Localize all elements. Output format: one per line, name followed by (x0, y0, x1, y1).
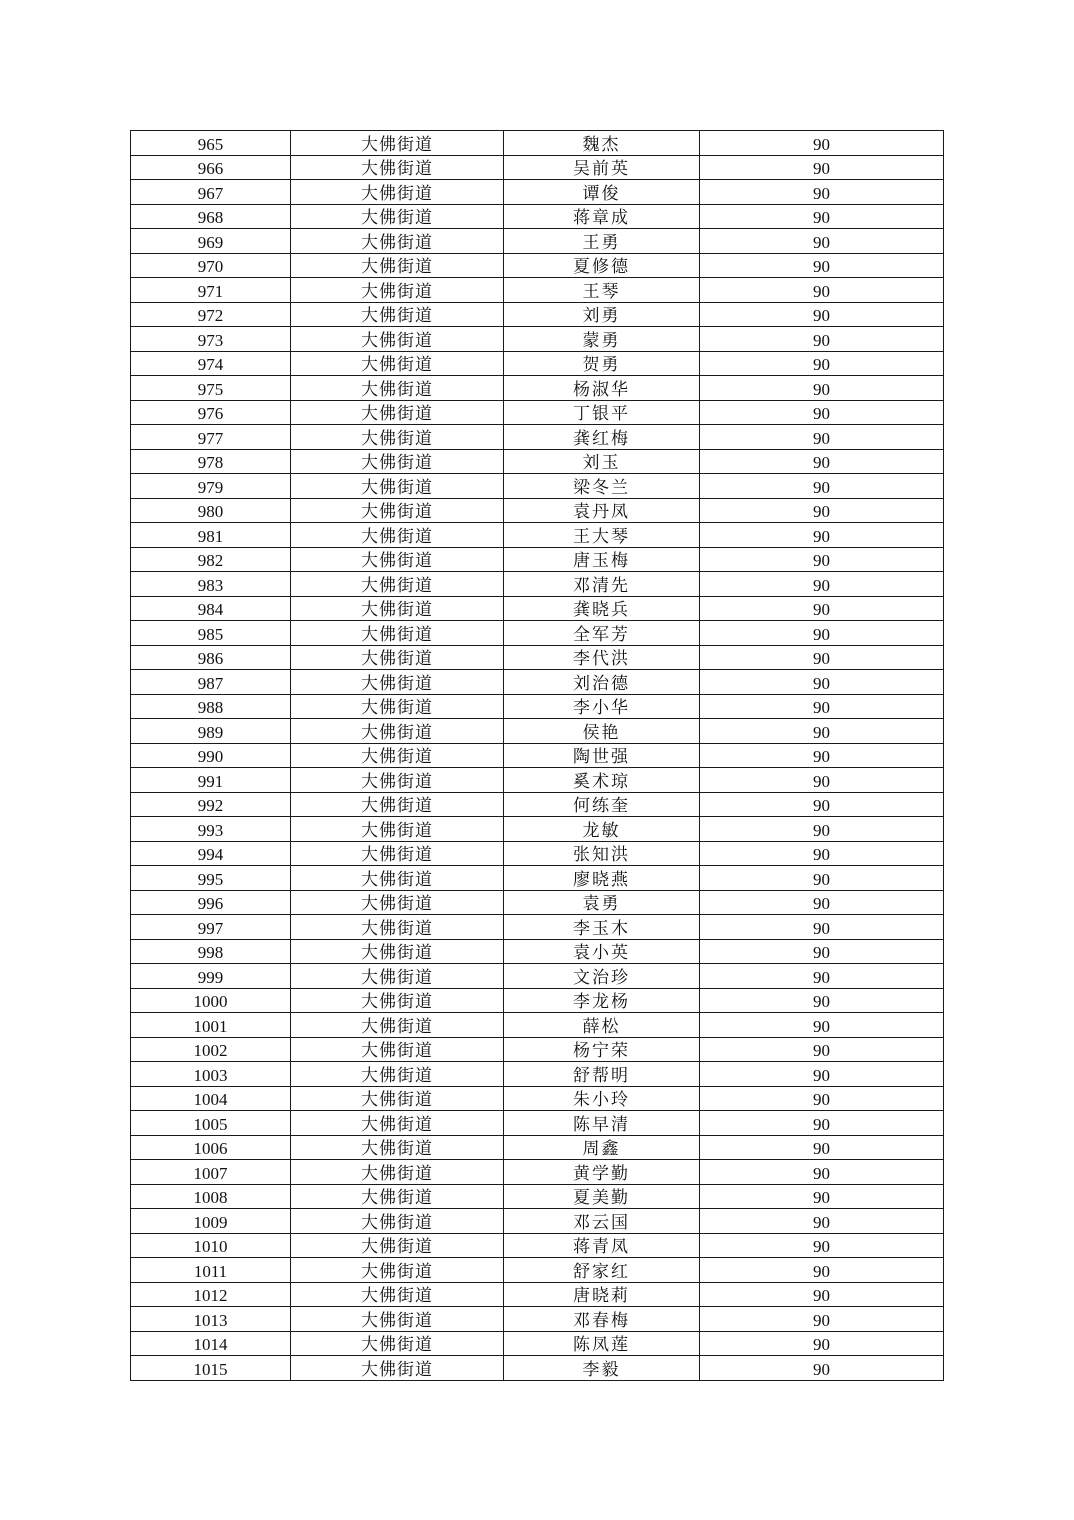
row-number-cell: 988 (131, 694, 291, 719)
score-cell: 90 (700, 1307, 944, 1332)
table-row (131, 1258, 944, 1283)
street-cell: 大佛街道 (291, 1111, 504, 1136)
row-number-cell: 1014 (131, 1331, 291, 1356)
table-row (131, 1282, 944, 1307)
street-cell: 大佛街道 (291, 131, 504, 156)
street-cell: 大佛街道 (291, 841, 504, 866)
person-name-cell: 张知洪 (504, 841, 700, 866)
street-cell: 大佛街道 (291, 376, 504, 401)
score-cell: 90 (700, 866, 944, 891)
street-cell: 大佛街道 (291, 1184, 504, 1209)
street-cell: 大佛街道 (291, 1282, 504, 1307)
table-row (131, 1307, 944, 1332)
person-name-cell: 李毅 (504, 1356, 700, 1381)
table-row (131, 890, 944, 915)
street-cell: 大佛街道 (291, 1331, 504, 1356)
street-cell: 大佛街道 (291, 1013, 504, 1038)
row-number-cell: 965 (131, 131, 291, 156)
street-cell: 大佛街道 (291, 1037, 504, 1062)
street-cell: 大佛街道 (291, 523, 504, 548)
person-name-cell: 舒帮明 (504, 1062, 700, 1087)
score-cell: 90 (700, 204, 944, 229)
score-cell: 90 (700, 939, 944, 964)
street-cell: 大佛街道 (291, 155, 504, 180)
person-name-cell: 蒙勇 (504, 327, 700, 352)
table-row (131, 1331, 944, 1356)
table-row (131, 1233, 944, 1258)
street-cell: 大佛街道 (291, 1135, 504, 1160)
score-cell: 90 (700, 498, 944, 523)
street-cell: 大佛街道 (291, 449, 504, 474)
row-number-cell: 973 (131, 327, 291, 352)
score-cell: 90 (700, 743, 944, 768)
row-number-cell: 1005 (131, 1111, 291, 1136)
street-cell: 大佛街道 (291, 278, 504, 303)
street-cell: 大佛街道 (291, 1356, 504, 1381)
person-name-cell: 唐晓莉 (504, 1282, 700, 1307)
street-cell: 大佛街道 (291, 743, 504, 768)
person-name-cell: 全军芳 (504, 621, 700, 646)
roster-table (130, 130, 944, 1381)
row-number-cell: 1008 (131, 1184, 291, 1209)
score-cell: 90 (700, 670, 944, 695)
person-name-cell: 王琴 (504, 278, 700, 303)
person-name-cell: 夏美勤 (504, 1184, 700, 1209)
score-cell: 90 (700, 719, 944, 744)
score-cell: 90 (700, 841, 944, 866)
person-name-cell: 薛松 (504, 1013, 700, 1038)
table-row (131, 1135, 944, 1160)
table-row (131, 964, 944, 989)
score-cell: 90 (700, 1086, 944, 1111)
street-cell: 大佛街道 (291, 1160, 504, 1185)
score-cell: 90 (700, 302, 944, 327)
score-cell: 90 (700, 1233, 944, 1258)
table-row (131, 1111, 944, 1136)
table-row (131, 498, 944, 523)
table-row (131, 1037, 944, 1062)
table-row (131, 278, 944, 303)
row-number-cell: 1006 (131, 1135, 291, 1160)
row-number-cell: 980 (131, 498, 291, 523)
score-cell: 90 (700, 1160, 944, 1185)
row-number-cell: 975 (131, 376, 291, 401)
street-cell: 大佛街道 (291, 1258, 504, 1283)
score-cell: 90 (700, 1062, 944, 1087)
table-row (131, 523, 944, 548)
person-name-cell: 魏杰 (504, 131, 700, 156)
person-name-cell: 龙敏 (504, 817, 700, 842)
person-name-cell: 杨淑华 (504, 376, 700, 401)
score-cell: 90 (700, 376, 944, 401)
person-name-cell: 唐玉梅 (504, 547, 700, 572)
row-number-cell: 984 (131, 596, 291, 621)
row-number-cell: 999 (131, 964, 291, 989)
street-cell: 大佛街道 (291, 547, 504, 572)
person-name-cell: 邓春梅 (504, 1307, 700, 1332)
street-cell: 大佛街道 (291, 719, 504, 744)
score-cell: 90 (700, 768, 944, 793)
score-cell: 90 (700, 400, 944, 425)
street-cell: 大佛街道 (291, 792, 504, 817)
person-name-cell: 王大琴 (504, 523, 700, 548)
score-cell: 90 (700, 474, 944, 499)
row-number-cell: 983 (131, 572, 291, 597)
row-number-cell: 966 (131, 155, 291, 180)
table-row (131, 351, 944, 376)
street-cell: 大佛街道 (291, 1062, 504, 1087)
street-cell: 大佛街道 (291, 988, 504, 1013)
row-number-cell: 986 (131, 645, 291, 670)
person-name-cell: 蒋章成 (504, 204, 700, 229)
person-name-cell: 何练奎 (504, 792, 700, 817)
table-row (131, 694, 944, 719)
person-name-cell: 黄学勤 (504, 1160, 700, 1185)
table-row (131, 1013, 944, 1038)
street-cell: 大佛街道 (291, 498, 504, 523)
table-row (131, 1356, 944, 1381)
row-number-cell: 993 (131, 817, 291, 842)
score-cell: 90 (700, 278, 944, 303)
score-cell: 90 (700, 327, 944, 352)
person-name-cell: 陶世强 (504, 743, 700, 768)
table-row (131, 155, 944, 180)
table-row (131, 596, 944, 621)
score-cell: 90 (700, 890, 944, 915)
street-cell: 大佛街道 (291, 817, 504, 842)
row-number-cell: 976 (131, 400, 291, 425)
table-row (131, 915, 944, 940)
person-name-cell: 陈凤莲 (504, 1331, 700, 1356)
person-name-cell: 周鑫 (504, 1135, 700, 1160)
table-row (131, 180, 944, 205)
score-cell: 90 (700, 1331, 944, 1356)
street-cell: 大佛街道 (291, 670, 504, 695)
score-cell: 90 (700, 694, 944, 719)
score-cell: 90 (700, 1184, 944, 1209)
person-name-cell: 李代洪 (504, 645, 700, 670)
street-cell: 大佛街道 (291, 621, 504, 646)
table-row (131, 719, 944, 744)
street-cell: 大佛街道 (291, 694, 504, 719)
table-row (131, 425, 944, 450)
row-number-cell: 1001 (131, 1013, 291, 1038)
table-row (131, 400, 944, 425)
table-row (131, 376, 944, 401)
score-cell: 90 (700, 1013, 944, 1038)
street-cell: 大佛街道 (291, 400, 504, 425)
score-cell: 90 (700, 1356, 944, 1381)
row-number-cell: 1003 (131, 1062, 291, 1087)
table-row (131, 645, 944, 670)
table-row (131, 1062, 944, 1087)
table-row (131, 866, 944, 891)
table-row (131, 327, 944, 352)
person-name-cell: 廖晓燕 (504, 866, 700, 891)
person-name-cell: 谭俊 (504, 180, 700, 205)
row-number-cell: 994 (131, 841, 291, 866)
score-cell: 90 (700, 645, 944, 670)
score-cell: 90 (700, 547, 944, 572)
person-name-cell: 龚红梅 (504, 425, 700, 450)
row-number-cell: 969 (131, 229, 291, 254)
row-number-cell: 968 (131, 204, 291, 229)
street-cell: 大佛街道 (291, 327, 504, 352)
street-cell: 大佛街道 (291, 768, 504, 793)
person-name-cell: 李龙杨 (504, 988, 700, 1013)
row-number-cell: 971 (131, 278, 291, 303)
row-number-cell: 996 (131, 890, 291, 915)
row-number-cell: 989 (131, 719, 291, 744)
street-cell: 大佛街道 (291, 351, 504, 376)
street-cell: 大佛街道 (291, 474, 504, 499)
person-name-cell: 奚术琼 (504, 768, 700, 793)
person-name-cell: 刘勇 (504, 302, 700, 327)
score-cell: 90 (700, 817, 944, 842)
person-name-cell: 刘玉 (504, 449, 700, 474)
score-cell: 90 (700, 449, 944, 474)
score-cell: 90 (700, 155, 944, 180)
score-cell: 90 (700, 1258, 944, 1283)
score-cell: 90 (700, 1037, 944, 1062)
person-name-cell: 文治珍 (504, 964, 700, 989)
score-cell: 90 (700, 621, 944, 646)
person-name-cell: 朱小玲 (504, 1086, 700, 1111)
table-row (131, 939, 944, 964)
person-name-cell: 夏修德 (504, 253, 700, 278)
street-cell: 大佛街道 (291, 204, 504, 229)
table-row (131, 131, 944, 156)
row-number-cell: 972 (131, 302, 291, 327)
table-row (131, 474, 944, 499)
person-name-cell: 袁小英 (504, 939, 700, 964)
row-number-cell: 981 (131, 523, 291, 548)
row-number-cell: 979 (131, 474, 291, 499)
street-cell: 大佛街道 (291, 425, 504, 450)
person-name-cell: 侯艳 (504, 719, 700, 744)
row-number-cell: 1009 (131, 1209, 291, 1234)
table-row (131, 229, 944, 254)
table-row (131, 841, 944, 866)
person-name-cell: 舒家红 (504, 1258, 700, 1283)
street-cell: 大佛街道 (291, 866, 504, 891)
street-cell: 大佛街道 (291, 645, 504, 670)
table-row (131, 1160, 944, 1185)
score-cell: 90 (700, 523, 944, 548)
row-number-cell: 1007 (131, 1160, 291, 1185)
row-number-cell: 977 (131, 425, 291, 450)
table-row (131, 621, 944, 646)
street-cell: 大佛街道 (291, 915, 504, 940)
table-row (131, 547, 944, 572)
person-name-cell: 邓云国 (504, 1209, 700, 1234)
score-cell: 90 (700, 180, 944, 205)
row-number-cell: 982 (131, 547, 291, 572)
score-cell: 90 (700, 964, 944, 989)
street-cell: 大佛街道 (291, 890, 504, 915)
table-row (131, 817, 944, 842)
row-number-cell: 967 (131, 180, 291, 205)
street-cell: 大佛街道 (291, 229, 504, 254)
street-cell: 大佛街道 (291, 302, 504, 327)
row-number-cell: 1011 (131, 1258, 291, 1283)
row-number-cell: 998 (131, 939, 291, 964)
person-name-cell: 杨宁荣 (504, 1037, 700, 1062)
row-number-cell: 974 (131, 351, 291, 376)
person-name-cell: 陈早清 (504, 1111, 700, 1136)
score-cell: 90 (700, 915, 944, 940)
score-cell: 90 (700, 229, 944, 254)
street-cell: 大佛街道 (291, 1086, 504, 1111)
table-row (131, 449, 944, 474)
person-name-cell: 袁勇 (504, 890, 700, 915)
score-cell: 90 (700, 1135, 944, 1160)
table-row (131, 1086, 944, 1111)
street-cell: 大佛街道 (291, 939, 504, 964)
row-number-cell: 991 (131, 768, 291, 793)
table-row (131, 302, 944, 327)
score-cell: 90 (700, 596, 944, 621)
table-row (131, 204, 944, 229)
street-cell: 大佛街道 (291, 1307, 504, 1332)
table-row (131, 792, 944, 817)
table-row (131, 253, 944, 278)
row-number-cell: 1010 (131, 1233, 291, 1258)
row-number-cell: 987 (131, 670, 291, 695)
table-row (131, 988, 944, 1013)
row-number-cell: 1015 (131, 1356, 291, 1381)
score-cell: 90 (700, 253, 944, 278)
person-name-cell: 丁银平 (504, 400, 700, 425)
score-cell: 90 (700, 1282, 944, 1307)
row-number-cell: 985 (131, 621, 291, 646)
street-cell: 大佛街道 (291, 180, 504, 205)
person-name-cell: 李玉木 (504, 915, 700, 940)
score-cell: 90 (700, 131, 944, 156)
person-name-cell: 邓清先 (504, 572, 700, 597)
street-cell: 大佛街道 (291, 253, 504, 278)
table-row (131, 743, 944, 768)
table-row (131, 768, 944, 793)
row-number-cell: 995 (131, 866, 291, 891)
score-cell: 90 (700, 425, 944, 450)
row-number-cell: 1000 (131, 988, 291, 1013)
person-name-cell: 贺勇 (504, 351, 700, 376)
row-number-cell: 990 (131, 743, 291, 768)
table-row (131, 572, 944, 597)
person-name-cell: 梁冬兰 (504, 474, 700, 499)
row-number-cell: 1013 (131, 1307, 291, 1332)
score-cell: 90 (700, 351, 944, 376)
person-name-cell: 刘治德 (504, 670, 700, 695)
row-number-cell: 978 (131, 449, 291, 474)
person-name-cell: 袁丹凤 (504, 498, 700, 523)
score-cell: 90 (700, 1209, 944, 1234)
table-row (131, 1184, 944, 1209)
row-number-cell: 1012 (131, 1282, 291, 1307)
row-number-cell: 997 (131, 915, 291, 940)
street-cell: 大佛街道 (291, 572, 504, 597)
row-number-cell: 970 (131, 253, 291, 278)
street-cell: 大佛街道 (291, 596, 504, 621)
score-cell: 90 (700, 988, 944, 1013)
roster-table-body (131, 131, 944, 1381)
row-number-cell: 992 (131, 792, 291, 817)
person-name-cell: 王勇 (504, 229, 700, 254)
person-name-cell: 吴前英 (504, 155, 700, 180)
person-name-cell: 李小华 (504, 694, 700, 719)
street-cell: 大佛街道 (291, 1209, 504, 1234)
person-name-cell: 蒋青凤 (504, 1233, 700, 1258)
score-cell: 90 (700, 572, 944, 597)
row-number-cell: 1002 (131, 1037, 291, 1062)
street-cell: 大佛街道 (291, 964, 504, 989)
person-name-cell: 龚晓兵 (504, 596, 700, 621)
table-row (131, 1209, 944, 1234)
street-cell: 大佛街道 (291, 1233, 504, 1258)
row-number-cell: 1004 (131, 1086, 291, 1111)
score-cell: 90 (700, 792, 944, 817)
score-cell: 90 (700, 1111, 944, 1136)
table-row (131, 670, 944, 695)
